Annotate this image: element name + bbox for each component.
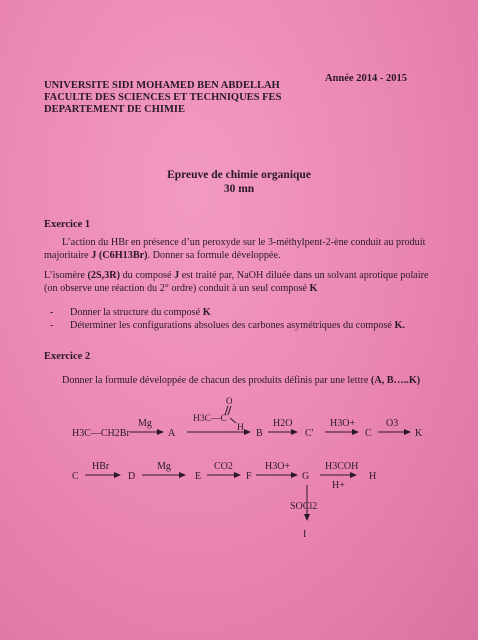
aldehyde-chain: H3C—C (193, 414, 227, 424)
isomer-config: (2S,3R) (87, 270, 121, 281)
reagent-o3: O3 (386, 418, 399, 429)
text-span: . Donner sa formule développée. (147, 250, 281, 261)
text-span: (on observe une réaction du 2° ordre) conduit à un seul composé (44, 283, 310, 294)
faculty-name: FACULTE DES SCIENCES ET TECHNIQUES FES (44, 92, 282, 103)
text-span: est traité par, NaOH diluée dans un solvant aprotique polaire (179, 270, 429, 281)
reagent-h3o: H3O+ (330, 418, 356, 429)
reagent-socl2: SOCl2 (290, 501, 318, 512)
reagent-hbr: HBr (92, 461, 110, 472)
reagent-h2o: H2O (273, 418, 293, 429)
aldehyde-hydrogen: H (237, 423, 244, 433)
compound-K: K (309, 283, 318, 294)
university-name: UNIVERSITE SIDI MOHAMED BEN ABDELLAH (44, 80, 280, 91)
text-span: du composé (120, 270, 175, 281)
reactant-C: C (72, 471, 79, 482)
reagent-mg: Mg (138, 418, 152, 429)
text-span: Donner la formule développée de chacun des produits définis par une lettre (62, 375, 371, 386)
exercice2-heading: Exercice 2 (44, 351, 91, 362)
bullet-dash: - (50, 319, 54, 331)
product-D: D (128, 471, 136, 482)
list-item-text: Donner la structure du composé (70, 307, 203, 318)
reagent-co2: CO2 (214, 461, 233, 472)
product-I: I (303, 529, 307, 540)
compound-J: J (174, 270, 180, 281)
reactant-ethyl-bromide: H3C—CH2Br (72, 428, 130, 439)
product-C-prime: C' (305, 428, 314, 439)
exercice1-paragraph1-line1: L’action du HBr en présence d’un peroxyde sur le 3-méthylpent-2-ène conduit au produit (62, 237, 426, 248)
list-item-bold: K. (394, 319, 405, 331)
list-item-bold: K (202, 307, 211, 318)
product-A: A (168, 428, 176, 439)
product-K: K (415, 428, 423, 439)
aldehyde-h-bond (230, 418, 236, 423)
exercice1-heading: Exercice 1 (44, 219, 91, 230)
department-name: DEPARTEMENT DE CHIMIE (44, 104, 186, 115)
product-C: C (365, 428, 372, 439)
text-span: majoritaire (44, 250, 92, 261)
product-G: G (302, 471, 310, 482)
carbonyl-oxygen: O (226, 396, 233, 406)
bullet-dash: - (50, 307, 54, 318)
compound-J-formula: J (C6H13Br) (91, 250, 148, 261)
academic-year: Année 2014 - 2015 (325, 73, 407, 84)
product-H: H (369, 471, 377, 482)
reagent-h3o-2: H3O+ (265, 461, 291, 472)
products-range: (A, B…..K) (370, 375, 421, 386)
reagent-acid: H+ (332, 480, 345, 491)
carbonyl-bond (228, 406, 231, 415)
text-span: L’isomère (44, 270, 88, 281)
reagent-methanol: H3COH (325, 461, 359, 472)
product-E: E (195, 471, 202, 482)
product-B: B (256, 428, 263, 439)
reagent-mg-2: Mg (157, 461, 171, 472)
exam-title-line: Epreuve de chimie organique (167, 169, 311, 181)
exam-duration: 30 mn (223, 183, 255, 195)
product-F: F (246, 471, 252, 482)
list-item-text: Déterminer les configurations absolues des carbones asymétriques du composé (70, 319, 395, 331)
